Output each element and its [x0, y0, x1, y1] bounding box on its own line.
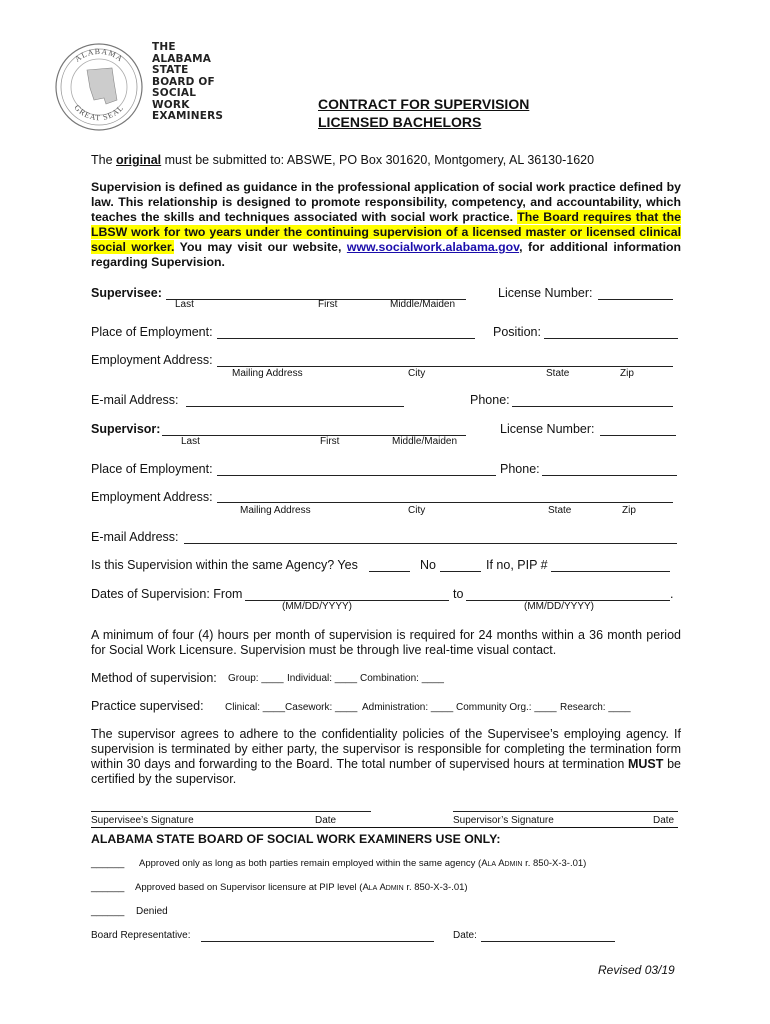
board-line: WORK: [152, 98, 190, 111]
approval-1-text: Approved only as long as both parties remain employed within the same agency (Ala Admin r. 850-X-3-.01): [139, 858, 587, 869]
supervisor-agreement-text: The supervisor agrees to adhere to the confidentiality policies of the Supervisee’s employing agency. If supervision is terminated by either party, the supervisor is responsible for completing the termination form within 30 days and forwarding to the Board. The total number of supervised hours at termination MUST be certified by the supervisor.: [91, 727, 681, 786]
supervisor-middle-caption: Middle/Maiden: [392, 436, 458, 447]
supervisee-zip-caption: Zip: [620, 368, 634, 379]
supervisor-email-field[interactable]: [184, 543, 677, 544]
board-line: SOCIAL: [152, 87, 197, 99]
great-seal-logo: [54, 42, 144, 132]
same-agency-question: Is this Supervision within the same Agency? Yes: [91, 558, 358, 572]
supervisee-middle-caption: Middle/Maiden: [390, 299, 456, 310]
approval-1-blank[interactable]: ______: [91, 858, 125, 869]
board-requirement-highlight: The Board requires that the LBSW work for two years under the continuing supervision of a licensed master or licensed clinical social worker.: [91, 210, 681, 254]
supervisee-last-caption: Last: [175, 299, 194, 310]
submit-instruction: The original must be submitted to: ABSWE, PO Box 301620, Montgomery, AL 36130-1620: [91, 153, 595, 167]
approval-2-blank[interactable]: ______: [91, 882, 125, 893]
minimum-hours-text: A minimum of four (4) hours per month of supervision is required for 24 months within a 36 month period for Social Work Licensure. Supervision must be through live real-time visual contact.: [91, 628, 681, 657]
same-agency-no-label: No: [420, 558, 436, 572]
practice-clinical-casework[interactable]: Clinical: ____Casework: ____: [225, 702, 358, 713]
supervisee-state-caption: State: [546, 368, 570, 379]
supervisee-email-field[interactable]: [186, 406, 404, 407]
svg-text:ALABAMA: [73, 47, 125, 64]
method-combination[interactable]: Combination: ____: [360, 673, 444, 684]
supervisee-employment-label: Place of Employment:: [91, 325, 213, 339]
supervisor-mailing-caption: Mailing Address: [240, 505, 311, 516]
approval-2-text: Approved based on Supervisor licensure at PIP level (Ala Admin r. 850-X-3-.01): [135, 882, 468, 893]
supervisor-employment-field[interactable]: [217, 475, 496, 476]
supervisor-license-field[interactable]: [600, 435, 676, 436]
website-link[interactable]: www.socialwork.alabama.gov: [346, 240, 520, 254]
supervisor-address-label: Employment Address:: [91, 490, 213, 504]
supervisor-state-caption: State: [548, 505, 572, 516]
supervisor-first-caption: First: [320, 436, 340, 447]
denied-blank[interactable]: ______: [91, 906, 125, 917]
supervisee-license-field[interactable]: [598, 299, 673, 300]
board-line: THE: [152, 41, 176, 53]
board-representative-field[interactable]: [201, 941, 434, 942]
practice-administration[interactable]: Administration: ____: [362, 702, 454, 713]
supervisee-license-label: License Number:: [498, 286, 593, 300]
board-line: BOARD OF: [152, 75, 215, 88]
date-from-format: (MM/DD/YYYY): [282, 601, 352, 612]
method-individual[interactable]: Individual: ____: [287, 673, 358, 684]
svg-text:GREAT SEAL: [72, 103, 125, 122]
supervisor-email-label: E-mail Address:: [91, 530, 179, 544]
board-line: EXAMINERS: [152, 110, 224, 122]
supervisee-signature-caption: Supervisee’s Signature: [91, 815, 194, 826]
practice-label: Practice supervised:: [91, 699, 204, 713]
revision-date: Revised 03/19: [598, 963, 675, 977]
dates-period: .: [670, 587, 674, 601]
original-emphasis: original: [116, 153, 162, 167]
board-date-field[interactable]: [481, 941, 615, 942]
supervisor-phone-label: Phone:: [500, 462, 540, 476]
method-group[interactable]: Group: ____: [228, 673, 284, 684]
supervisor-license-label: License Number:: [500, 422, 595, 436]
supervisor-address-field[interactable]: [217, 502, 673, 503]
supervisor-label: Supervisor:: [91, 422, 161, 436]
supervisor-date-caption: Date: [653, 815, 675, 826]
pip-number-field[interactable]: [551, 571, 670, 572]
dates-label: Dates of Supervision: From: [91, 587, 243, 601]
supervisee-city-caption: City: [408, 368, 426, 379]
supervisee-label: Supervisee:: [91, 286, 162, 300]
supervisor-signature-field[interactable]: [453, 811, 678, 812]
dates-to-label: to: [453, 587, 464, 601]
supervisee-position-label: Position:: [493, 325, 541, 339]
board-date-label: Date:: [453, 930, 477, 941]
seal-bottom-text: GREAT SEAL: [72, 102, 126, 123]
board-representative-label: Board Representative:: [91, 930, 191, 941]
same-agency-yes-field[interactable]: [369, 571, 410, 572]
method-label: Method of supervision:: [91, 671, 217, 685]
supervisor-city-caption: City: [408, 505, 426, 516]
same-agency-no-field[interactable]: [440, 571, 481, 572]
seal-top-text: ALABAMA: [73, 46, 125, 64]
supervisor-zip-caption: Zip: [622, 505, 636, 516]
denied-text: Denied: [136, 906, 168, 917]
supervisee-position-field[interactable]: [544, 338, 678, 339]
supervisor-last-caption: Last: [181, 436, 200, 447]
supervisee-email-label: E-mail Address:: [91, 393, 179, 407]
supervisee-phone-label: Phone:: [470, 393, 510, 407]
supervisor-phone-field[interactable]: [542, 475, 677, 476]
must-emphasis: MUST: [627, 757, 664, 771]
supervisee-address-field[interactable]: [217, 366, 673, 367]
pip-label: If no, PIP #: [486, 558, 548, 572]
supervisee-first-caption: First: [318, 299, 338, 310]
title-line-2: LICENSED BACHELORS: [318, 114, 482, 130]
form-title: [318, 95, 529, 131]
supervisee-signature-field[interactable]: [91, 811, 371, 812]
supervisee-date-caption: Date: [315, 815, 337, 826]
supervisee-address-label: Employment Address:: [91, 353, 213, 367]
board-use-heading: ALABAMA STATE BOARD OF SOCIAL WORK EXAMINERS USE ONLY:: [91, 832, 501, 846]
practice-community[interactable]: Community Org.: ____: [456, 702, 557, 713]
board-name-logo: [152, 42, 223, 123]
title-line-1: CONTRACT FOR SUPERVISION: [318, 96, 530, 112]
practice-research[interactable]: Research: ____: [560, 702, 631, 713]
supervision-definition: Supervision is defined as guidance in the professional application of social work practice defined by law. This relationship is designed to promote responsibility, competency, and accountability, which teaches the skills and techniques associated with social work practice. The Board requires that the LBSW work for two years under the continuing supervision of a licensed master or licensed clinical social worker. You may visit our website, www.socialwork.alabama.gov, for additional information regarding Supervision.: [91, 180, 682, 269]
board-line: STATE: [152, 64, 189, 76]
section-divider: [91, 827, 678, 828]
supervisor-signature-caption: Supervisor’s Signature: [453, 815, 554, 826]
supervisee-phone-field[interactable]: [512, 406, 673, 407]
supervisor-employment-label: Place of Employment:: [91, 462, 213, 476]
board-line: ALABAMA: [152, 52, 212, 65]
supervisee-employment-field[interactable]: [217, 338, 475, 339]
date-to-format: (MM/DD/YYYY): [524, 601, 594, 612]
supervisee-mailing-caption: Mailing Address: [232, 368, 303, 379]
